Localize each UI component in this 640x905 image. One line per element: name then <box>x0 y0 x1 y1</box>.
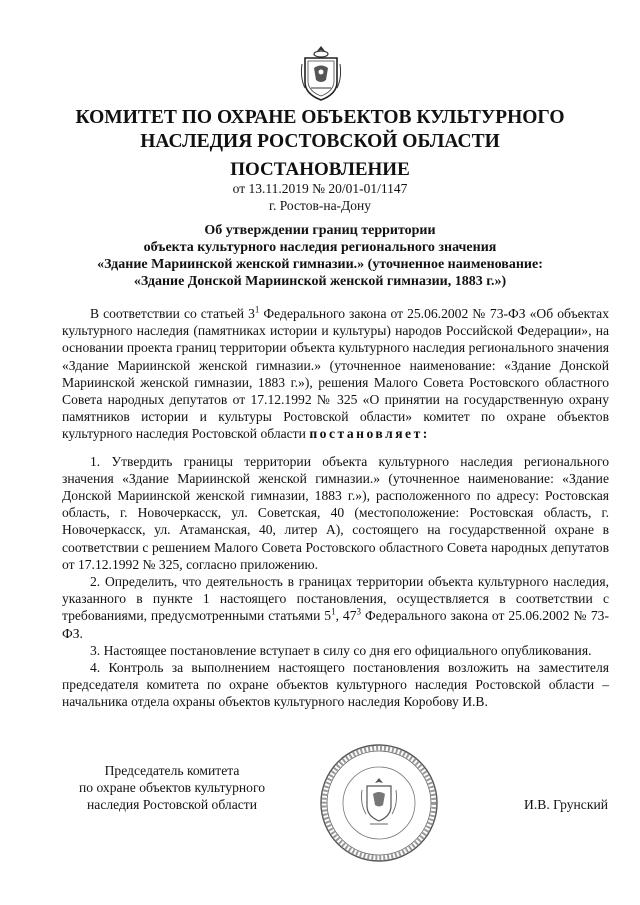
document-subject <box>60 222 580 290</box>
signer-title-line-1: Председатель комитета <box>104 763 240 778</box>
org-line-1: КОМИТЕТ ПО ОХРАНЕ ОБЪЕКТОВ КУЛЬТУРНОГО <box>75 107 565 128</box>
item-2-text-end: Федерального закона от 25.06.2002 № 73-ФЗ. <box>62 608 610 641</box>
subject-line-3: «Здание Мариинской женской гимназии.» (уточненное наименование: <box>97 257 543 272</box>
document-meta <box>60 180 580 214</box>
item-2-superscript-1: 1 <box>331 606 336 617</box>
organization-name <box>60 106 580 154</box>
coat-of-arms-emblem <box>299 44 343 102</box>
item-4-paragraph: 4. Контроль за выполнением настоящего постановления возложить на заместителя председателя комитета по охране объектов культурного наследия Ростовской области – начальника отдела охраны объектов культурного наследия Коробову И.В. <box>62 660 609 710</box>
preamble-superscript: 1 <box>254 304 260 315</box>
preamble-text-cont: Федерального закона от 25.06.2002 № 73-ФЗ «Об объектах культурного наследия (памятниках истории и культуры) народов Российской Федерации», на основании проекта границ территории объекта культурного наследия регионального значения «Здание Мариинской женской гимназии.» (уточненное наименование: «Здание Донской Мариинской женской гимназии, 1883 г.»), решения Малого Совета Ростовского областного Совета народных депутатов от 17.12.1992 № 325 «О принятии на государственную охрану памятников истории и культуры Ростовской области» комитет по охране объектов культурного наследия Ростовской области <box>62 306 609 442</box>
item-2-superscript-2: 3 <box>356 606 362 617</box>
signer-name: И.В. Грунский <box>524 797 608 812</box>
item-2-text: 2. Определить, что деятельность в границах территории объекта культурного наследия, указанного в пункте 1 настоящего постановления, осуществляется в соответствии с требованиями, предусмотренными статьями 5 <box>62 574 609 624</box>
item-2-text-mid: , 47 <box>335 608 357 624</box>
org-line-2: НАСЛЕДИЯ РОСТОВСКОЙ ОБЛАСТИ <box>140 131 500 152</box>
signer-title <box>62 762 282 814</box>
document-type: ПОСТАНОВЛЕНИЕ <box>230 159 410 180</box>
resolves-word: постановляет: <box>309 426 430 442</box>
preamble-text: В соответствии со статьей 3 <box>90 306 255 321</box>
subject-line-1: Об утверждении границ территории <box>204 223 436 238</box>
date-number: от 13.11.2019 № 20/01-01/1147 <box>232 181 408 196</box>
city: г. Ростов-на-Дону <box>268 198 371 213</box>
signer-title-line-2: по охране объектов культурного <box>78 780 266 796</box>
subject-line-4: «Здание Донской Мариинской женской гимназии, 1883 г.») <box>133 274 507 289</box>
official-seal-stamp <box>318 742 440 864</box>
signer-title-line-3: наследия Ростовской области <box>87 797 257 813</box>
preamble-paragraph <box>62 305 609 443</box>
item-1-paragraph: 1. Утвердить границы территории объекта культурного наследия регионального значения «Здание Мариинской женской гимназии.» (уточненное наименование: «Здание Донской Мариинской женской гимназии, 1883 г.»), расположенного по адресу: Ростовская область, г. Новочеркасск, ул. Советская, 40 (местоположение: Ростовская область, г. Новочеркасск, ул. Атаманская, 40, литер А), состоящего на государственной охране в соответствии с решением Малого Совета Ростовского областного Совета народных депутатов от 17.12.1992 № 325, согласно приложению. <box>62 453 609 572</box>
item-3-paragraph: 3. Настоящее постановление вступает в силу со дня его официального опубликования. <box>90 642 592 658</box>
document-body <box>62 305 609 711</box>
item-2-paragraph <box>62 573 609 642</box>
subject-line-2: объекта культурного наследия регионального значения <box>143 240 497 255</box>
